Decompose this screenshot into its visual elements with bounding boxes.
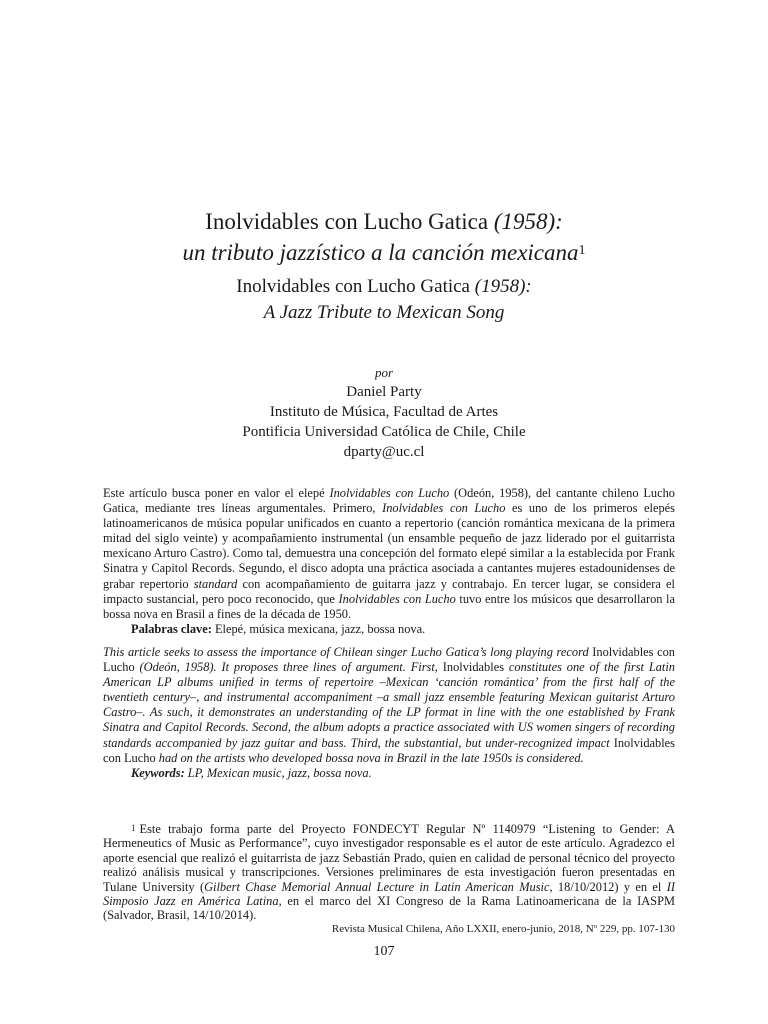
spanish-subtitle-text: un tributo jazzístico a la canción mexicana: [182, 240, 579, 265]
footnote-lecture: Gilbert Chase Memorial Annual Lecture in Latin American Music: [204, 879, 550, 894]
journal-citation: Revista Musical Chilena, Año LXXII, enero-junio, 2018, Nº 229, pp. 107-130: [331, 923, 675, 935]
abstract-en-text-3: constitutes one of the first Latin American LP albums unified in terms of repertoire –Mexican ‘canción romántica’ from the first half of the twentieth century–, and instrumental accompaniment –a small jazz ensemble featuring Mexican guitarist Arturo Castro–. As such, it demonstrates an understanding of the LP format in line with the one established by Frank Sinatra and Capitol Records. Second, the album adopts a practice associated with US women singers of recording standards accompanied by jazz guitar and bass. Third, the substantial, but under-recognized impact: [103, 660, 676, 750]
abstract-es-album-3: Inolvidables con Lucho: [338, 591, 456, 606]
author-email: dparty@uc.cl: [343, 444, 425, 460]
footnote-ref: 1: [578, 243, 586, 258]
keywords-spanish: [103, 622, 675, 637]
abstract-english-text: [103, 645, 675, 766]
footnote-text-1: Este trabajo forma parte del Proyecto FONDECYT Regular Nº 1140979 “Listening to Gender: A Hermeneutics of Music as Performance”, cuyo investigador responsable es el autor de este artículo. Agradezco el aporte esencial que realizó el guitarrista de jazz Sebastián Prado, quien en calidad de personal técnico del proyecto realizó análisis musical y transcripciones. Versiones preliminares de esta investigación fueron presentadas en Tulane University (: [103, 822, 675, 894]
english-title-year: (1958):: [474, 276, 532, 297]
keywords-english: [103, 766, 675, 781]
keywords-spanish-list: Elepé, música mexicana, jazz, bossa nova.: [211, 621, 426, 636]
english-subtitle: A Jazz Tribute to Mexican Song: [263, 302, 505, 323]
author-institute: Instituto de Música, Facultad de Artes: [269, 404, 499, 420]
abstract-en-album-3: Inolvidables con Lucho: [103, 735, 675, 765]
abstract-es-text-4: con acompañamiento de guitarra jazz y contrabajo. En tercer lugar, se considera el impacto sustancial, pero poco reconocido, que: [103, 576, 675, 606]
footnote-text-3: , en el marco del XI Congreso de la Rama Latinoamericana de la IASPM (Salvador, Brasil, 14/10/2014).: [103, 894, 675, 923]
abstract-en-text-4: had on the artists who developed bossa nova in Brazil in the late 1950s is considered.: [155, 750, 584, 765]
keywords-english-list: LP, Mexican music, jazz, bossa nova.: [184, 765, 372, 780]
page-number: 107: [373, 944, 395, 959]
abstract-english: [103, 645, 675, 781]
abstract-es-text-1: Este artículo busca poner en valor el elepé: [103, 486, 330, 500]
abstract-spanish-text: [103, 486, 675, 622]
abstract-en-album-1: Inolvidables con Lucho: [103, 645, 675, 675]
author-block: [80, 364, 688, 462]
spanish-subtitle: [80, 237, 688, 268]
english-title-main: Inolvidables con Lucho Gatica: [236, 276, 475, 297]
footnote-text-2: , 18/10/2012) y en el: [549, 879, 667, 894]
spanish-title: [80, 206, 688, 237]
spanish-title-main: Inolvidables con Lucho Gatica: [205, 209, 494, 234]
abstract-es-album-2: Inolvidables con Lucho: [382, 501, 506, 516]
abstract-es-album-1: Inolvidables con Lucho: [329, 486, 450, 500]
author-university: Pontificia Universidad Católica de Chile, Chile: [242, 424, 526, 440]
keywords-spanish-label: Palabras clave:: [131, 621, 212, 636]
abstract-spanish: [103, 486, 675, 637]
abstract-en-album-2: Inolvidables: [442, 660, 505, 675]
abstract-es-text-2: (Odeón, 1958), del cantante chileno Lucho Gatica, mediante tres líneas argumentales. Primero,: [103, 486, 675, 516]
abstract-es-text-3: es uno de los primeros elepés latinoamericanos de música popular unificados en cuanto a repertorio (canción romántica mexicana de la primera mitad del siglo veinte) y acompañamiento instrumental (un ensamble pequeño de jazz liderado por el guitarrista mexicano Arturo Castro). Como tal, demuestra una concepción del formato elepé similar a la establecida por Frank Sinatra y Capitol Records. Segundo, el disco adopta una práctica asociada a cantantes mujeres estadounidenses de grabar repertorio: [103, 501, 675, 591]
spanish-title-year: (1958):: [493, 209, 563, 234]
author-name: Daniel Party: [346, 384, 422, 400]
english-title: [80, 274, 688, 300]
abstract-es-text-5: tuvo entre los músicos que desarrollaron la bossa nova en Brasil a fines de la década de 1950.: [103, 591, 675, 621]
footnote-mark: 1: [131, 823, 136, 833]
footnote-simposio: II Simposio Jazz en América Latina: [103, 879, 675, 909]
abstract-en-text-2: (Odeón, 1958). It proposes three lines of argument. First,: [134, 660, 443, 675]
footnote: [103, 822, 675, 923]
author-por: por: [374, 365, 394, 380]
title-block: [80, 206, 688, 326]
keywords-english-label: Keywords:: [131, 765, 185, 780]
abstract-es-standard: standard: [193, 576, 238, 591]
footnote-text: [103, 822, 675, 923]
abstract-en-text-1: This article seeks to assess the importance of Chilean singer Lucho Gatica’s long playing record: [103, 645, 593, 659]
